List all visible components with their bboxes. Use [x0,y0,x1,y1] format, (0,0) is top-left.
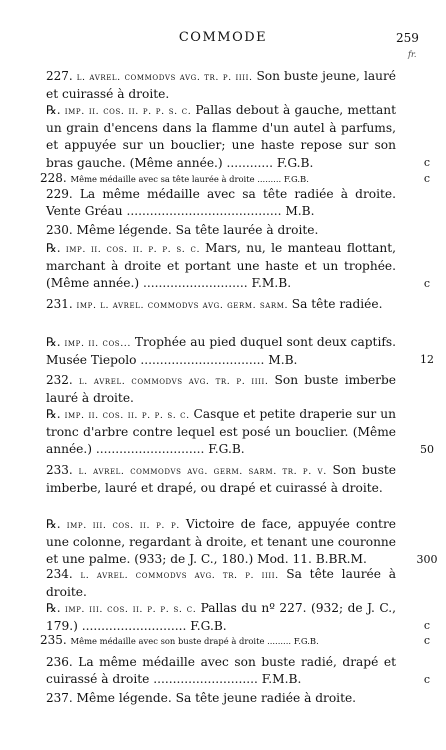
entry-description: Même médaille avec sa tête laurée à droite ......... F.G.B. [70,174,309,184]
entry-number: ℞. [46,335,65,349]
entry-text [46,240,396,293]
entry-text [46,186,396,220]
entry-description: Son buste imberbe, lauré et drapé, ou drapé et cuirassé à droite. [46,463,396,496]
page-number: 259 [396,31,419,45]
entry-text [46,462,396,497]
entry-text [46,222,396,239]
entry-text [46,68,396,103]
entry-text [46,600,396,635]
entry-description: Même légende. Sa tête laurée à droite. [76,223,319,237]
entry-text [46,690,396,707]
coin-legend: imp. ii. cos. ii. p. p. s. c. [64,106,196,117]
entry-text [46,516,396,569]
entry-number: 237. [46,691,77,705]
entry-description: La même médaille avec sa tête radiée à droite. Vente Gréau ........................................ M.B. [46,187,396,219]
coin-legend: l. avrel. commodvs avg. tr. p. iiii. [80,570,287,581]
running-title: COMMODE [178,30,268,45]
rarity-value: 50 [420,442,434,456]
entry-description: La même médaille avec son buste radié, drapé et cuirassé à droite ........................... F.M.B. [46,655,396,687]
rarity-value: c [423,276,431,290]
entry-number: 229. [46,187,80,201]
entry-number: ℞. [46,601,65,615]
coin-legend: l. avrel. commodvs avg. tr. p. iiii. [78,376,275,387]
coin-legend: imp. l. avrel. commodvs avg. germ. sarm. [76,300,292,311]
entry-description: Mars, nu, le manteau flottant, marchant à droite et portant une haste et un trophée. (Même année.) ........................... F.M.B. [46,241,397,291]
coin-legend: imp. ii. cos. ii. p. p. s. c. [64,410,194,421]
coin-legend: l. avrel. commodvs avg. tr. p. iiii. [76,72,257,83]
coin-legend: l. avrel. commodvs avg. germ. sarm. tr. p. v. [78,466,333,477]
entry-description: Trophée au pied duquel sont deux captifs. Musée Tiepolo ................................ M.B. [46,335,396,368]
rarity-value: 12 [420,353,434,367]
entry-number: 232. [46,373,79,387]
entry-number: 231. [46,297,77,311]
entry-description: Victoire de face, appuyée contre une colonne, regardant à droite, et tenant une couronne et une palme. (933; de J. C., 180.) Mod. 11. B.BR.M. [46,517,396,567]
entry-text [46,566,396,601]
coin-legend: imp. iii. cos. ii. p. p. [66,520,186,531]
entry-text [46,102,396,172]
entry-text [40,634,395,647]
entry-description: Son buste jeune, lauré et cuirassé à droite. [46,69,396,102]
entry-number: 236. [46,655,79,669]
rarity-value: c [423,619,431,633]
rarity-value: 300 [416,552,438,566]
entry-text [46,296,396,314]
entry-text [40,172,395,185]
entry-number: ℞. [46,407,65,421]
entry-text [46,406,396,459]
coin-legend: imp. ii. cos. ii. p. p. s. c. [65,244,206,255]
entry-number: 234. [46,567,81,581]
entry-description: Sa tête laurée à droite. [46,567,396,600]
entry-description: Sa tête radiée. [291,297,383,311]
entry-description: Casque et petite draperie sur un tronc d'arbre contre lequel est posé un bouclier. (Même année.) ............................ F.G.B. [46,407,397,457]
entry-number: 228. [40,171,71,185]
coin-legend: imp. ii. cos... [64,338,135,349]
coin-legend: imp. iii. cos. ii. p. p. s. c. [64,604,201,615]
entry-description: Même légende. Sa tête jeune radiée à droite. [76,691,357,705]
entry-description: Même médaille avec son buste drapé à droite ......... F.G.B. [70,636,319,646]
rarity-value: c [423,634,431,647]
rarity-value: c [423,155,431,169]
rarity-value: c [423,673,431,687]
entry-number: 233. [46,463,79,477]
currency-mark: fr. [408,50,417,59]
entry-number: ℞. [46,517,67,531]
rarity-value: c [423,172,431,185]
entry-description: Pallas du nº 227. (932; de J. C., 179.) ........................... F.G.B. [46,601,396,634]
entry-text [46,654,396,688]
entry-text [46,372,396,407]
page-header [0,30,446,59]
entry-description: Son buste imberbe lauré à droite. [46,373,396,406]
entry-description: Pallas debout à gauche, mettant un grain d'encens dans la flamme d'un autel à parfums, et appuyée sur un bouclier; une haste repose sur son bras gauche. (Même année.) ............ F.G.B. [46,103,397,170]
entry-text [46,334,396,369]
entry-number: ℞. [46,241,66,255]
entry-number: 235. [40,633,71,647]
entry-number: 227. [46,69,77,83]
entry-number: 230. [46,223,77,237]
entry-number: ℞. [46,103,65,117]
